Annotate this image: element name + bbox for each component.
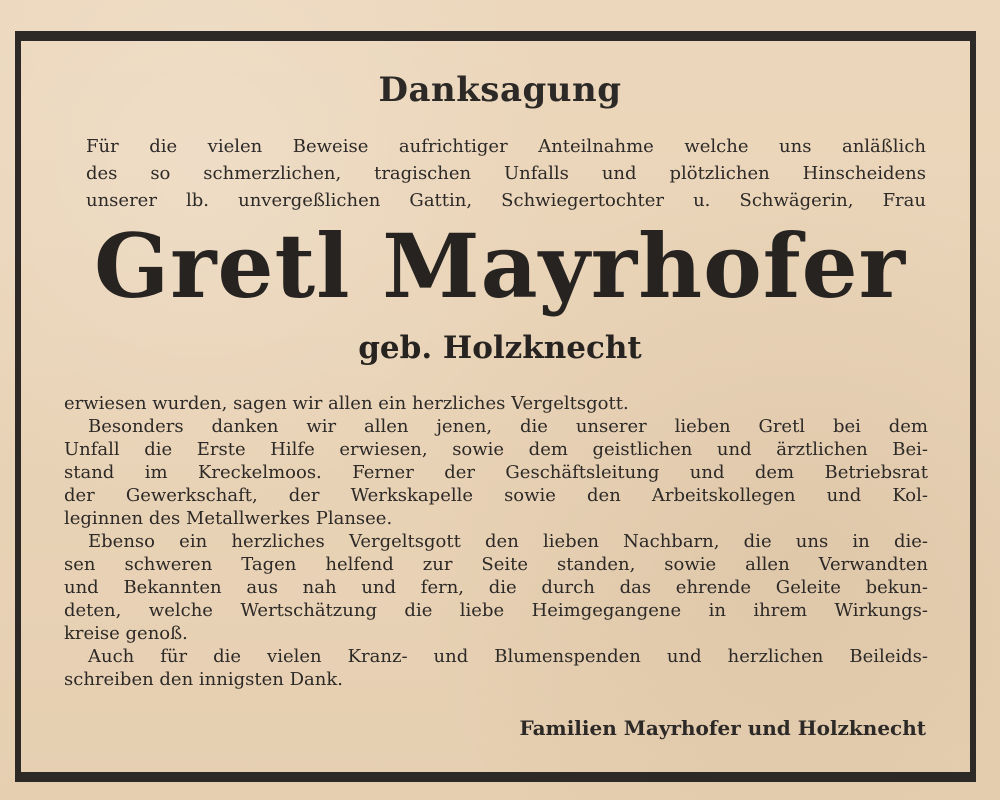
body-line: Ebenso ein herzliches Vergeltsgott den lieben Nachbarn, die uns in die- [88, 531, 928, 552]
notice-body [64, 392, 928, 691]
body-line: schreiben den innigsten Dank. [64, 669, 343, 690]
body-line: sen schweren Tagen helfend zur Seite standen, sowie allen Verwandten [64, 554, 928, 575]
body-line: Besonders danken wir allen jenen, die unserer lieben Gretl bei dem [88, 416, 928, 437]
notice-title: Danksagung [378, 70, 622, 110]
signature: Familien Mayrhofer und Holzknecht [519, 716, 926, 740]
intro-line: des so schmerzlichen, tragischen Unfalls und plötzlichen Hinscheidens [86, 163, 926, 184]
body-line: der Gewerkschaft, der Werkskapelle sowie den Arbeitskollegen und Kol- [64, 485, 928, 506]
maiden-name: geb. Holzknecht [358, 330, 642, 366]
intro-line: unserer lb. unvergeßlichen Gattin, Schwiegertochter u. Schwägerin, Frau [86, 190, 926, 211]
body-line: erwiesen wurden, sagen wir allen ein herzliches Vergeltsgott. [64, 393, 629, 414]
body-line: und Bekannten aus nah und fern, die durch das ehrende Geleite bekun- [64, 577, 928, 598]
body-line: Auch für die vielen Kranz- und Blumenspenden und herzlichen Beileids- [88, 646, 928, 667]
body-line: leginnen des Metallwerkes Plansee. [64, 508, 393, 529]
deceased-name: Gretl Mayrhofer [93, 214, 907, 318]
body-line: stand im Kreckelmoos. Ferner der Geschäftsleitung und dem Betriebsrat [64, 462, 928, 483]
body-line: kreise genoß. [64, 623, 188, 644]
intro-line: Für die vielen Beweise aufrichtiger Anteilnahme welche uns anläßlich [86, 136, 926, 157]
body-line: deten, welche Wertschätzung die liebe Heimgegangene in ihrem Wirkungs- [64, 600, 928, 621]
intro-text [86, 133, 926, 214]
body-line: Unfall die Erste Hilfe erwiesen, sowie dem geistlichen und ärztlichen Bei- [64, 439, 928, 460]
